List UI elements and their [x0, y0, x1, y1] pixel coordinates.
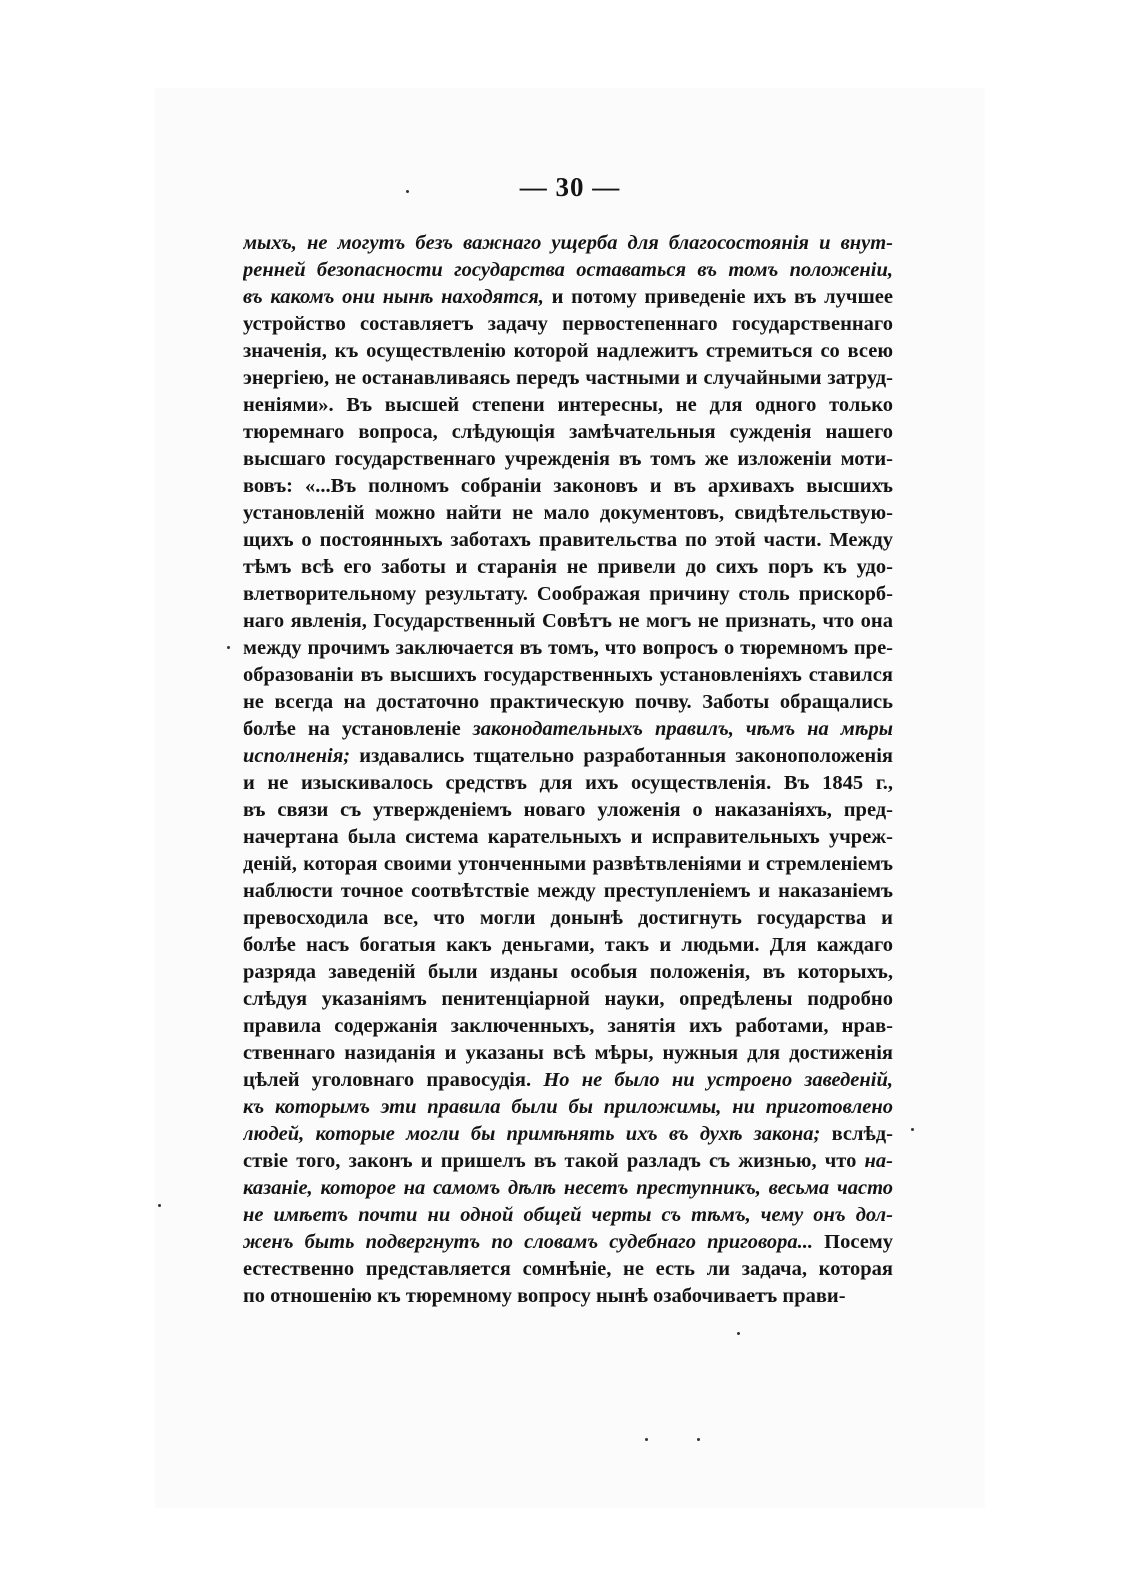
- text-line: [243, 1256, 893, 1283]
- text-line: [243, 797, 893, 824]
- text-segment: ственнаго назиданія и указаны всѣ мѣры, нужныя для достиженія: [243, 1042, 893, 1064]
- text-line: [243, 716, 893, 743]
- text-segment: цѣлей уголовнаго правосудія.: [243, 1069, 544, 1091]
- italic-text-segment: законодательныхъ правилъ, чѣмъ на мѣры: [472, 718, 893, 740]
- text-segment: наблюсти точное соотвѣтствіе между преступленіемъ и наказаніемъ: [243, 880, 893, 902]
- italic-text-segment: исполненія;: [243, 745, 351, 767]
- text-line: [243, 365, 893, 392]
- text-segment: неніями». Въ высшей степени интересны, не для одного только: [243, 394, 893, 416]
- page-number: — 30 —: [519, 172, 621, 202]
- italic-text-segment: на-: [864, 1150, 893, 1172]
- text-segment: разряда заведеній были изданы особыя положенія, въ которыхъ,: [243, 961, 893, 983]
- text-line: [243, 1202, 893, 1229]
- text-line: [243, 446, 893, 473]
- scan-speck: [697, 1438, 700, 1441]
- text-line: [243, 1175, 893, 1202]
- italic-text-segment: Но не было ни устроено заведеній,: [543, 1069, 893, 1091]
- text-line: [243, 1229, 893, 1256]
- text-line: [243, 554, 893, 581]
- text-line: [243, 905, 893, 932]
- text-line: [243, 662, 893, 689]
- scan-speck: [911, 1128, 914, 1131]
- text-segment: правила содержанія заключенныхъ, занятія ихъ работами, нрав-: [243, 1015, 893, 1037]
- text-line: [243, 1013, 893, 1040]
- text-line: [243, 500, 893, 527]
- text-line: [243, 824, 893, 851]
- italic-text-segment: въ какомъ они нынѣ находятся,: [243, 286, 544, 308]
- text-line: [243, 392, 893, 419]
- text-line: [243, 1283, 893, 1310]
- text-segment: не всегда на достаточно практическую почву. Заботы обращались: [243, 691, 893, 713]
- text-segment: естественно представляется сомнѣніе, не есть ли задача, которая: [243, 1258, 893, 1280]
- italic-text-segment: не имѣетъ почти ни одной общей черты съ тѣмъ, чему онъ дол-: [243, 1204, 893, 1226]
- text-line: [243, 1148, 893, 1175]
- text-line: [243, 1040, 893, 1067]
- text-line: [243, 527, 893, 554]
- text-line: [243, 878, 893, 905]
- text-line: [243, 770, 893, 797]
- text-line: [243, 932, 893, 959]
- text-line: [243, 473, 893, 500]
- text-line: [243, 1121, 893, 1148]
- text-segment: высшаго государственнаго учрежденія въ томъ же изложеніи моти-: [243, 448, 893, 470]
- text-segment: энергіею, не останавливаясь передъ частными и случайными затруд-: [243, 367, 893, 389]
- text-segment: начертана была система карательныхъ и исправительныхъ учреж-: [243, 826, 893, 848]
- text-line: [243, 743, 893, 770]
- text-segment: издавались тщательно разработанныя законоположенія: [350, 745, 893, 767]
- text-line: [243, 311, 893, 338]
- text-segment: вслѣд-: [820, 1123, 893, 1145]
- italic-text-segment: къ которымъ эти правила были бы приложимы, ни приготовлено: [243, 1096, 893, 1118]
- text-segment: въ связи съ утвержденіемъ новаго уложенія о наказаніяхъ, пред-: [243, 799, 893, 821]
- text-segment: Посему: [813, 1231, 893, 1253]
- text-segment: по отношенію къ тюремному вопросу нынѣ озабочиваетъ прави-: [243, 1285, 846, 1307]
- text-segment: и не изыскивалось средствъ для ихъ осуществленія. Въ 1845 г.,: [243, 772, 893, 794]
- text-segment: между прочимъ заключается въ томъ, что вопросъ о тюремномъ пре-: [243, 637, 893, 659]
- italic-text-segment: мыхъ, не могутъ безъ важнаго ущерба для благосостоянія и внут-: [243, 232, 893, 254]
- text-segment: установленій можно найти не мало документовъ, свидѣтельствую-: [243, 502, 893, 524]
- text-line: [243, 635, 893, 662]
- text-segment: деній, которая своими утонченными развѣтвленіями и стремленіемъ: [243, 853, 893, 875]
- text-line: [243, 1067, 893, 1094]
- text-segment: болѣе насъ богатыя какъ деньгами, такъ и людьми. Для каждаго: [243, 934, 893, 956]
- text-segment: щихъ о постоянныхъ заботахъ правительства по этой части. Между: [243, 529, 893, 551]
- text-line: [243, 257, 893, 284]
- text-segment: и потому приведеніе ихъ въ лучшее: [543, 286, 893, 308]
- text-segment: болѣе на установленіе: [243, 718, 473, 740]
- text-segment: наго явленія, Государственный Совѣтъ не могъ не признать, что она: [243, 610, 893, 632]
- text-segment: устройство составляетъ задачу первостепеннаго государственнаго: [243, 313, 893, 335]
- text-line: [243, 284, 893, 311]
- scan-speck: [227, 646, 230, 649]
- text-line: [243, 338, 893, 365]
- text-line: [243, 959, 893, 986]
- text-segment: тѣмъ всѣ его заботы и старанія не привели до сихъ поръ къ удо-: [243, 556, 893, 578]
- text-line: [243, 581, 893, 608]
- text-segment: слѣдуя указаніямъ пенитенціарной науки, опредѣлены подробно: [243, 988, 893, 1010]
- text-segment: вовъ: «...Въ полномъ собраніи законовъ и въ архивахъ высшихъ: [243, 475, 893, 497]
- text-line: [243, 689, 893, 716]
- text-line: [243, 1094, 893, 1121]
- text-line: [243, 608, 893, 635]
- text-line: [243, 986, 893, 1013]
- text-segment: тюремнаго вопроса, слѣдующія замѣчательныя сужденія нашего: [243, 421, 893, 443]
- scan-speck: [158, 1204, 161, 1207]
- scan-speck: [737, 1332, 740, 1335]
- body-text: [243, 230, 893, 1310]
- text-segment: ствіе того, законъ и пришелъ въ такой разладъ съ жизнью, что: [243, 1150, 865, 1172]
- scan-speck: [645, 1438, 648, 1441]
- italic-text-segment: ренней безопасности государства оставаться въ томъ положеніи,: [243, 259, 893, 281]
- italic-text-segment: людей, которые могли бы примѣнять ихъ въ духѣ закона;: [243, 1123, 821, 1145]
- text-segment: влетворительному результату. Соображая причину столь прискорб-: [243, 583, 893, 605]
- text-line: [243, 230, 893, 257]
- text-segment: образованіи въ высшихъ государственныхъ установленіяхъ ставился: [243, 664, 893, 686]
- italic-text-segment: казаніе, которое на самомъ дѣлѣ несетъ преступникъ, весьма часто: [243, 1177, 893, 1199]
- text-segment: превосходила все, что могли донынѣ достигнуть государства и: [243, 907, 893, 929]
- text-segment: значенія, къ осуществленію которой надлежитъ стремиться со всею: [243, 340, 893, 362]
- italic-text-segment: женъ быть подвергнутъ по словамъ судебнаго приговора...: [243, 1231, 813, 1253]
- scan-speck: [406, 190, 409, 193]
- text-line: [243, 419, 893, 446]
- text-line: [243, 851, 893, 878]
